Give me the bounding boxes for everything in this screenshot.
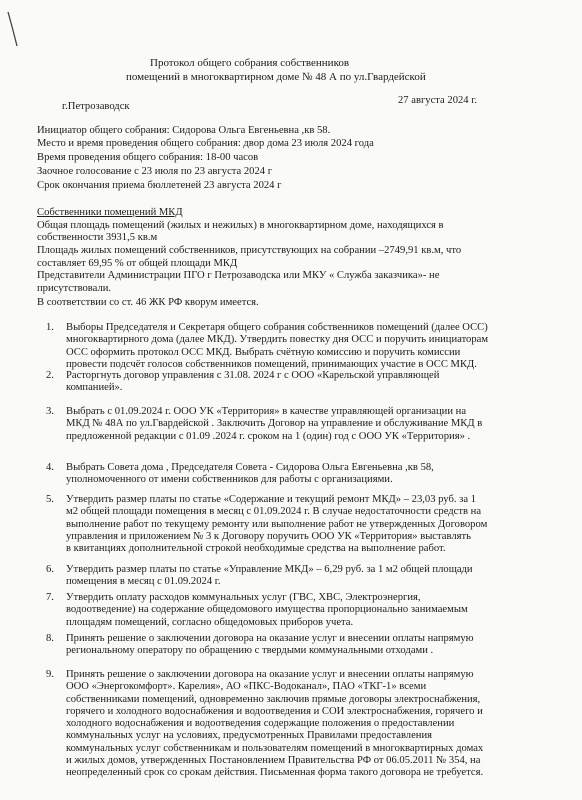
- pen-stroke-mark: [2, 10, 32, 50]
- agenda-item-text: [66, 669, 550, 780]
- agenda-item-line: региональному оператору по обращению с твердыми коммунальными отходами .: [66, 645, 434, 657]
- agenda-item-line: уполномоченного от имени собственников для работы с организациями.: [66, 474, 393, 486]
- agenda-item-line: площадям помещений, согласно общедомовых приборов учета.: [66, 616, 354, 628]
- agenda-item-text: [66, 406, 550, 443]
- agenda-item-line: компанией».: [66, 382, 123, 394]
- agenda-item-number: 2.: [46, 370, 54, 381]
- agenda-item-line: ООО «Энергокомфорт». Карелия», АО «ПКС-Водоканал», ПАО «ТКГ-1» всеми: [66, 681, 427, 693]
- document-date: 27 августа 2024 г.: [398, 95, 478, 106]
- agenda-item-line: м2 общей площади помещения в месяц с 01.09.2024 г. В случае недостаточности средств на: [66, 506, 482, 518]
- place-time-line: Место и время проведения общего собрания: двор дома 23 июля 2024 года: [37, 138, 374, 149]
- agenda-item-number: 7.: [46, 592, 54, 603]
- agenda-item-line: водоотведение) на содержание общедомового имущества пропорционально занимаемым: [66, 604, 468, 616]
- agenda-item-number: 9.: [46, 669, 54, 680]
- quorum-line: В соответствии со ст. 46 ЖК РФ кворум имеется.: [37, 297, 259, 308]
- representatives-line-2: присутствовали.: [37, 283, 112, 294]
- agenda-item-line: выполнение работ по текущему ремонту или выполнение работ не утвержденных Договором: [66, 518, 488, 530]
- agenda-item-line: провести подсчёт голосов собственников помещений, принимающих участие в ОСС МКД.: [66, 358, 477, 370]
- agenda-item-line: МКД № 48А по ул.Гвардейской . Заключить Договор на управление и обслуживание МКД в: [66, 418, 483, 430]
- present-area-line-2: составляет 69,95 % от общей площади МКД: [37, 258, 238, 269]
- agenda-item-line: Утвердить оплату расходов коммунальных услуг (ГВС, ХВС, Электроэнергия,: [66, 592, 421, 603]
- ballot-deadline-line: Срок окончания приема бюллетеней 23 августа 2024 г: [37, 180, 282, 191]
- agenda-item-line: неопределенный срок со срокам действия. Письменная форма такого договора не требуется.: [66, 767, 484, 779]
- agenda-item-line: коммунальных услуг собственникам и пользователям помещений в многоквартирных домах: [66, 742, 484, 754]
- agenda-item-line: помещения в месяц с 01.09.2024 г.: [66, 576, 221, 588]
- present-area-line-1: Площадь жилых помещений собственников, присутствующих на собрании –2749,91 кв.м, что: [37, 245, 462, 256]
- agenda-item-line: Расторгнуть договор управления с 31.08. 2024 г с ООО «Карельской управляющей: [66, 370, 440, 381]
- agenda-item-line: холодного водоснабжения и водоотведения содержащие положения о предоставлении: [66, 718, 455, 730]
- agenda-item-number: 8.: [46, 633, 54, 644]
- owners-heading: Собственники помещений МКД: [37, 207, 183, 218]
- agenda-item-number: 3.: [46, 406, 54, 417]
- agenda-item-text: [66, 322, 550, 371]
- agenda-item-line: Утвердить размер платы по статье «Управление МКД» – 6,29 руб. за 1 м2 общей площади: [66, 564, 473, 575]
- agenda-item-text: [66, 592, 550, 629]
- agenda-item-line: Выборы Председателя и Секретаря общего собрания собственников помещений (далее ОСС): [66, 322, 488, 333]
- agenda-item-text: [66, 462, 550, 487]
- title-line-1: Протокол общего собрания собственников: [150, 57, 350, 69]
- city: г.Петрозаводск: [62, 101, 130, 112]
- agenda-item-line: предложенной редакции с 01.09 .2024 г. сроком на 1 (один) год с ООО УК «Территория» .: [66, 430, 471, 442]
- agenda-item-line: Принять решение о заключении договора на оказание услуг и внесении оплаты напрямую: [66, 633, 474, 644]
- agenda-item-number: 1.: [46, 322, 54, 333]
- initiator-line: Инициатор общего собрания: Сидорова Ольга Евгеньевна ,кв 58.: [37, 125, 331, 136]
- agenda-item-line: ОСС оформить протокол ОСС МКД. Выбрать счётную комиссию и поручить комиссии: [66, 346, 461, 358]
- agenda-item-line: коммунальных услуг на условиях, предусмотренных Правилами предоставления: [66, 730, 433, 742]
- agenda-item-line: в квитанциях дополнительной строкой необходимые средства на выполнение работ.: [66, 543, 446, 555]
- agenda-item-line: собственниками помещений, одновременно заключив прямые договоры электроснабжения,: [66, 693, 481, 705]
- agenda-item-line: управления и приложением № 3 к Договору поручить ООО УК «Территория» выставлять: [66, 530, 471, 542]
- agenda-item-line: горячего и холодного водоснабжения и водоотведения и СОИ электроснабжения, горячего и: [66, 705, 483, 717]
- agenda-item-number: 6.: [46, 564, 54, 575]
- representatives-line-1: Представители Администрации ПГО г Петрозаводска или МКУ « Служба заказчика»- не: [37, 270, 440, 281]
- agenda-item-line: и жилых домов, утвержденных Постановлением Правительства РФ от 06.05.2011 № 354, на: [66, 755, 481, 767]
- agenda-item-line: многоквартирного дома (далее МКД). Утвердить повестку дня ОСС и поручить инициаторам: [66, 334, 489, 346]
- agenda-item-line: Принять решение о заключении договора на оказание услуг и внесении оплаты напрямую: [66, 669, 474, 680]
- agenda-item-text: [66, 633, 550, 658]
- title-line-2: помещений в многоквартирном доме № 48 А по ул.Гвардейской: [126, 71, 426, 83]
- agenda-item-line: Выбрать с 01.09.2024 г. ООО УК «Территория» в качестве управляющей организации на: [66, 406, 467, 417]
- agenda-item-text: [66, 370, 550, 395]
- absentee-voting-line: Заочное голосование с 23 июля по 23 августа 2024 г: [37, 166, 273, 177]
- agenda-item-line: Выбрать Совета дома , Председателя Совета - Сидорова Ольга Евгеньевна ,кв 58,: [66, 462, 434, 473]
- agenda-item-text: [66, 564, 550, 589]
- agenda-item-number: 5.: [46, 494, 54, 505]
- agenda-item-line: Утвердить размер платы по статье «Содержание и текущий ремонт МКД» – 23,03 руб. за 1: [66, 494, 476, 505]
- agenda-item-number: 4.: [46, 462, 54, 473]
- meeting-time-line: Время проведения общего собрания: 18-00 часов: [37, 152, 259, 163]
- total-area-line-2: собственности 3931,5 кв.м: [37, 232, 158, 243]
- agenda-item-text: [66, 494, 550, 555]
- total-area-line-1: Общая площадь помещений (жилых и нежилых) в многоквартирном доме, находящихся в: [37, 220, 444, 231]
